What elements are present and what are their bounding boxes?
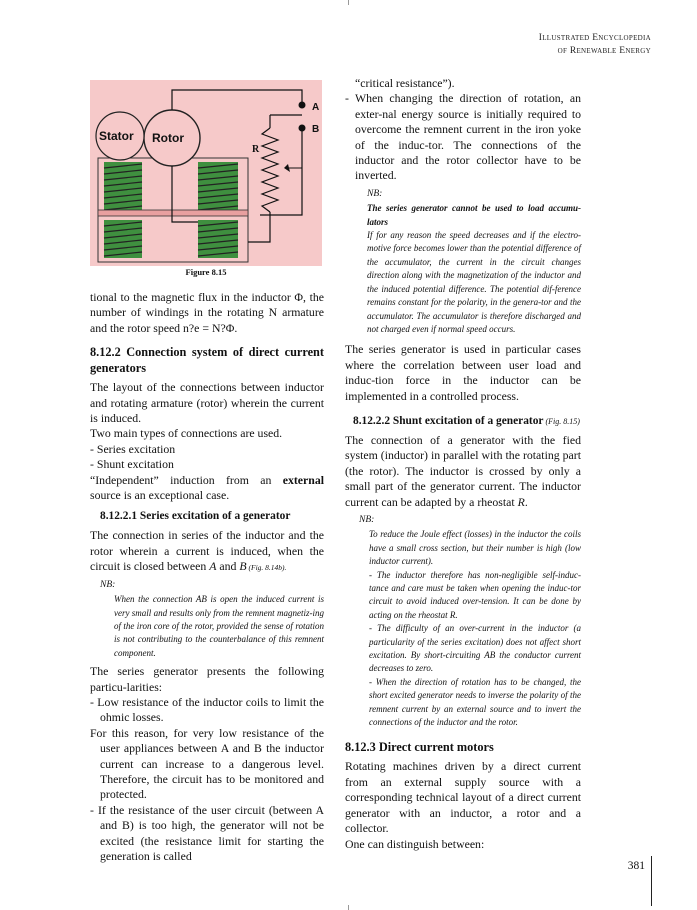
running-header [539, 32, 651, 58]
stator-pole [98, 210, 248, 216]
rheostat-label: R [252, 144, 260, 155]
nb1-text: If for any reason the speed decreases and if the electro-motive force becomes lower than the potential difference of the accumulator, the current in the circuit changes direction along with the magnetization of the inductor and the induced potential difference. The potential dif-ference remains constant for the polarity, in the genera-tor and the accumulator. The accumulator is therefore discharged and not charged even if normal speed occurs. [367, 230, 581, 334]
nb2-text-4: - When the direction of rotation has to be changed, the short excited generator needs to inverse the polarity of the remnent current by an external source and to invert the connections of the inductor and the rotor. [369, 676, 581, 728]
para-critical: “critical resistance”). [355, 76, 455, 90]
nb-shunt [345, 513, 581, 730]
para-shunt: The connection of a generator with the fied system (inductor) in parallel with the rotating part (the rotor). The inductor is crossed by only a small part of the generator current. The inductor current can be adapted by a rheostat R. [345, 432, 581, 509]
para-independent: “Independent” induction from an external source is an exceptional case. [90, 472, 324, 503]
nb1-label: NB: [367, 188, 383, 199]
para-layout: The layout of the connections between inductor and rotating armature (rotor) wherein the current is induced. [90, 380, 324, 426]
terminal-b-label: B [312, 124, 320, 135]
nb2-text-1: To reduce the Joule effect (losses) in the inductor the coils have a small cross section, but their number is high (low inductor current). [369, 529, 581, 567]
list-low-resistance: - Low resistance of the inductor coils to limit the ohmic losses. [90, 694, 324, 725]
left-coil [104, 162, 142, 210]
para-distinguish: One can distinguish between: [345, 836, 485, 851]
para-two-types: Two main types of connections are used. [90, 426, 283, 441]
right-column [345, 76, 581, 852]
para-series: The connection in series of the inductor and the rotor wherein a current is induced, when the circuit is closed between A and B (Fig. 8.14b). [90, 528, 324, 574]
lower-right-coil [198, 220, 238, 258]
crop-mark-top [348, 0, 349, 5]
right-coil [198, 162, 238, 210]
list-when-changing: - When changing the direction of rotation, an exter-nal energy source is initially required to overcome the remnent current in the iron yoke of the induc-tor. The connections of the inductor and the rotor collector have to be inverted. [345, 91, 581, 183]
nb2-text-3: - The difficulty of an over-current in the inductor (a particularity of the series excitation) does not affect short excitation. By short-circuiting AB the conductor current decreases to zero. [369, 623, 581, 674]
shunt-generator-diagram [90, 80, 322, 266]
nb2-text-2: - The inductor therefore has non-negligible self-induc-tance and care must be taken when opening the induc-tor circuit to avoid induced over-tension. It can be done by acting on the rheostat R. [369, 569, 581, 620]
nb-label: NB: [100, 579, 116, 590]
terminal-b [299, 125, 306, 132]
para-series-used: The series generator is used in particular cases where the correlation between user load and induc-tion force in the inductor can be implemented in a controlled process. [345, 342, 581, 403]
para-presents: The series generator presents the following particu-larities: [90, 664, 324, 694]
heading-8-12-2-2: 8.12.2.2 Shunt excitation of a generator (Fig. 8.15) [353, 414, 580, 427]
crop-mark-bottom [348, 905, 349, 910]
stator-label: Stator [99, 129, 134, 143]
figure-8-15 [90, 80, 322, 266]
figure-caption: Figure 8.15 [185, 267, 227, 277]
list-series: - Series excitation [90, 441, 176, 456]
left-column [90, 290, 324, 864]
nb-accumulators [345, 187, 581, 336]
page-edge-rule [651, 856, 652, 906]
list-if-resistance: - If the resistance of the user circuit (between A and B) is too high, the generator will not be excited (the resistance limit for starting the generation is called [90, 802, 324, 863]
terminal-a-label: A [312, 102, 320, 113]
lower-left-coil [104, 220, 142, 258]
nb1-bold: The series generator cannot be used to load accumu-lators [367, 203, 581, 227]
list-shunt: - Shunt excitation [90, 457, 174, 472]
para-motors: Rotating machines driven by a direct current from an external supply source with a corresponding technical layout of a direct current generator with an inductor, a rotor and a collector. [345, 759, 581, 836]
nb-series [90, 578, 324, 660]
para-intro: tional to the magnetic flux in the inductor Φ, the number of windings in the rotating N armature and the rotor speed n?e = N?Φ. [90, 290, 324, 335]
page-number: 381 [627, 860, 645, 872]
nb2-label: NB: [359, 514, 375, 525]
heading-8-12-3: 8.12.3 Direct current motors [345, 740, 494, 755]
heading-8-12-2-1: 8.12.2.1 Series excitation of a generator [100, 510, 291, 523]
heading-8-12-2: 8.12.2 Connection system of direct current generators [90, 345, 324, 376]
header-line-1: Illustrated Encyclopedia [538, 33, 651, 43]
rotor-label: Rotor [152, 131, 184, 145]
para-reason: For this reason, for very low resistance of the user appliances between A and B the inductor current can increase to a dangerous level. Therefore, the circuit has to be monitored and protected. [90, 725, 324, 802]
terminal-a [299, 102, 306, 109]
nb-series-text: When the connection AB is open the induced current is very small and results only from the remnent magnetiz-ing of the iron core of the rotor, provided the sense of rotation is not contributing to the counterbalance of this remnent component. [114, 594, 324, 658]
header-line-2: of Renewable Energy [557, 46, 651, 56]
